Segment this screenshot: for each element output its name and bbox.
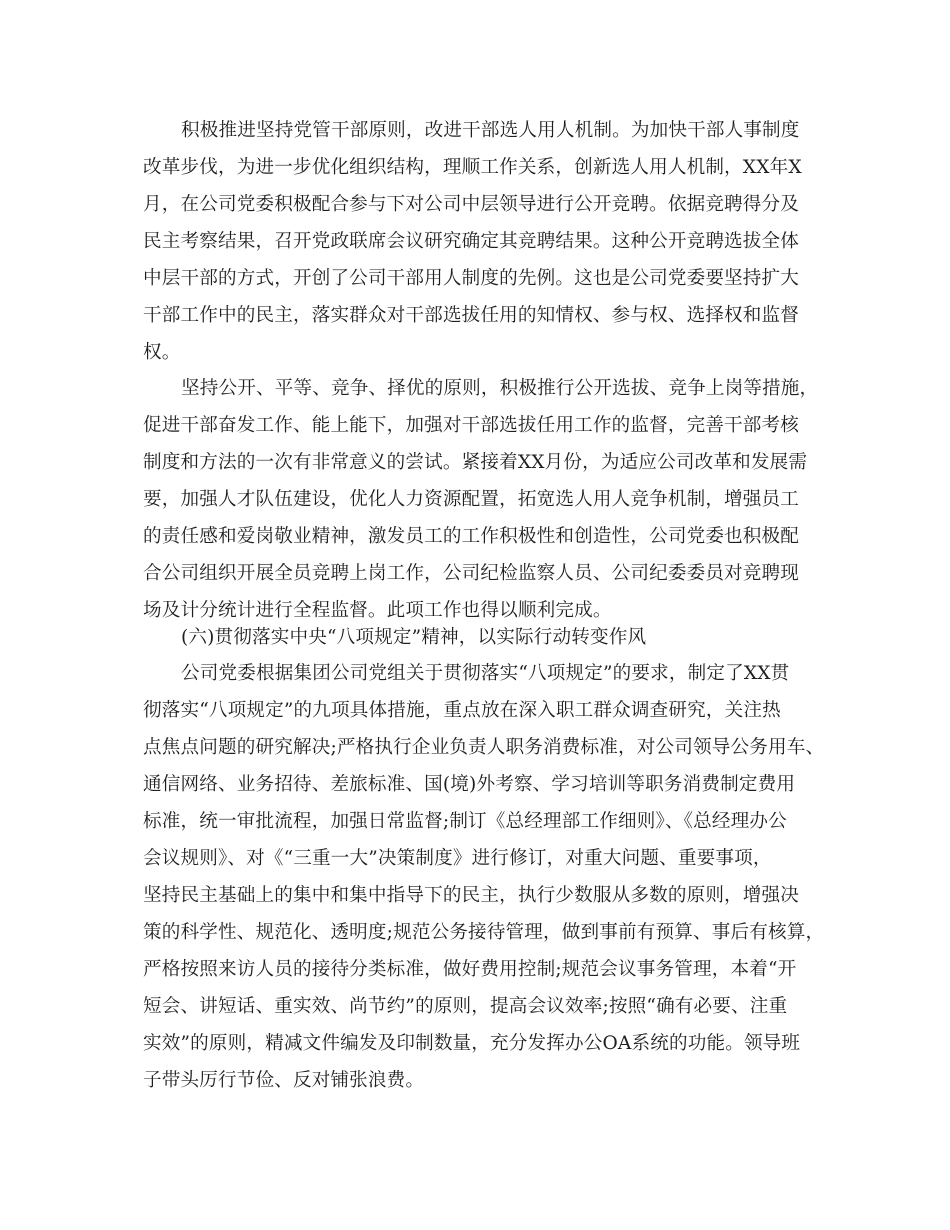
text-line: 民主考察结果，召开党政联席会议研究确定其竞聘结果。这种公开竞聘选拔全体 [143, 231, 800, 252]
text-line: 公司党委根据集团公司党组关于贯彻落实“八项规定”的要求，制定了XX贯 [181, 663, 790, 684]
text-line: 子带头厉行节俭、反对铺张浪费。 [143, 1070, 425, 1091]
text-line: 坚持民主基础上的集中和集中指导下的民主，执行少数服从多数的原则，增强决 [143, 885, 800, 906]
text-line: 积极推进坚持党管干部原则，改进干部选人用人机制。为加快干部人事制度 [181, 120, 800, 141]
text-line: 改革步伐，为进一步优化组织结构，理顺工作关系，创新选人用人机制，XX年X [143, 157, 802, 178]
text-line: 严格按照来访人员的接待分类标准，做好费用控制;规范会议事务管理，本着“开 [143, 959, 797, 980]
text-line: 促进干部奋发工作、能上能下，加强对干部选拔任用工作的监督，完善干部考核 [143, 415, 800, 436]
text-line: 制度和方法的一次有非常意义的尝试。紧接着XX月份，为适应公司改革和发展需 [143, 452, 808, 473]
text-line: 短会、讲短话、重实效、尚节约”的原则，提高会议效率;按照“确有必要、注重 [143, 996, 788, 1017]
text-line: 月，在公司党委积极配合参与下对公司中层领导进行公开竞聘。依据竞聘得分及 [143, 194, 800, 215]
text-line: 实效”的原则，精减文件编发及印制数量，充分发挥办公OA系统的功能。领导班 [143, 1033, 801, 1054]
text-line: 的责任感和爱岗敬业精神，激发员工的工作积极性和创造性，公司党委也积极配 [143, 526, 800, 547]
text-line: 策的科学性、规范化、透明度;规范公务接待管理，做到事前有预算、事后有核算， [143, 922, 825, 943]
section-heading: (六)贯彻落实中央“八项规定”精神，以实际行动转变作风 [181, 627, 647, 648]
text-line: 中层干部的方式，开创了公司干部用人制度的先例。这也是公司党委要坚持扩大 [143, 268, 800, 289]
text-line: 标准，统一审批流程，加强日常监督;制订《总经理部工作细则》、《总经理办公 [143, 811, 787, 832]
text-line: 场及计分统计进行全程监督。此项工作也得以顺利完成。 [143, 600, 612, 621]
text-line: 权。 [143, 342, 181, 363]
text-line: 合公司组织开展全员竞聘上岗工作，公司纪检监察人员、公司纪委委员对竞聘现 [143, 563, 800, 584]
text-line: 干部工作中的民主，落实群众对干部选拔任用的知情权、参与权、选择权和监督 [143, 305, 800, 326]
text-line: 彻落实“八项规定”的九项具体措施，重点放在深入职工群众调查研究，关注热 [143, 700, 781, 721]
text-line: 点焦点问题的研究解决;严格执行企业负责人职务消费标准，对公司领导公务用车、 [143, 737, 825, 758]
text-line: 会议规则》、对《“三重一大”决策制度》进行修订，对重大问题、重要事项， [143, 848, 772, 869]
text-line: 通信网络、业务招待、差旅标准、国(境)外考察、学习培训等职务消费制定费用 [143, 774, 796, 795]
text-line: 要，加强人才队伍建设，优化人力资源配置，拓宽选人用人竞争机制，增强员工 [143, 489, 800, 510]
text-line: 坚持公开、平等、竞争、择优的原则，积极推行公开选拔、竞争上岗等措施， [181, 378, 819, 399]
